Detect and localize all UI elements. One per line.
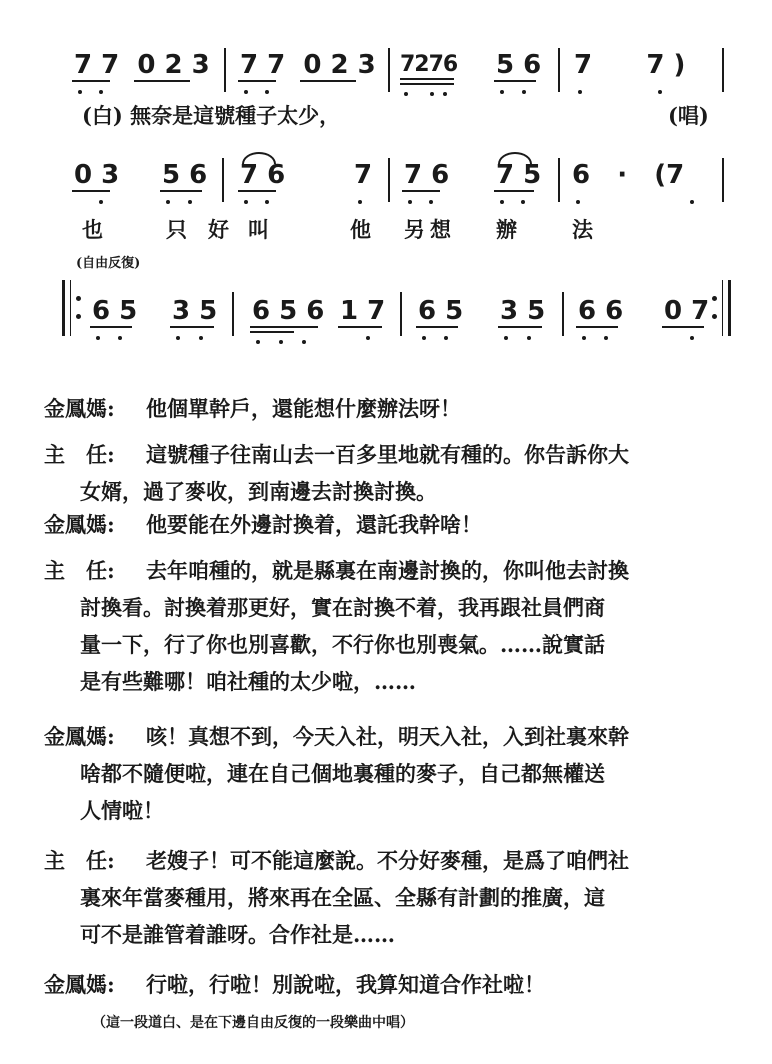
dialogue-entry bbox=[44, 390, 744, 427]
low-dot bbox=[99, 200, 103, 204]
beam bbox=[576, 326, 618, 328]
dialogue-entry bbox=[44, 966, 744, 1003]
note-group: 7 6 bbox=[240, 160, 286, 190]
note-group: 7 6 bbox=[404, 160, 450, 190]
barline bbox=[388, 48, 390, 92]
repeat-dot bbox=[712, 314, 717, 319]
speaker-name: 主 任: bbox=[44, 558, 115, 583]
low-dot bbox=[444, 336, 448, 340]
note-group: 6 5 bbox=[92, 296, 138, 326]
repeat-dot bbox=[712, 296, 717, 301]
lyric: 只 bbox=[166, 217, 187, 242]
low-dot bbox=[582, 336, 586, 340]
note-group: 6 6 bbox=[578, 296, 624, 326]
low-dot bbox=[522, 90, 526, 94]
dialogue-line: 量一下，行了你也別喜歡，不行你也別喪氣。……說實話 bbox=[80, 632, 605, 657]
lyric: 也 bbox=[82, 217, 103, 242]
lyric-spoken: (白) 無奈是這號種子太少， bbox=[82, 103, 341, 128]
low-dot bbox=[604, 336, 608, 340]
low-dot bbox=[302, 340, 306, 344]
beam bbox=[160, 190, 202, 192]
dialogue-line: 這號種子往南山去一百多里地就有種的。你告訴你大 bbox=[146, 442, 629, 467]
lyric-sung-marker: (唱) bbox=[668, 103, 709, 128]
repeat-dot bbox=[76, 296, 81, 301]
dialogue-line: 他個單幹戶，還能想什麼辦法呀！ bbox=[146, 396, 461, 421]
low-dot bbox=[500, 200, 504, 204]
beam bbox=[416, 326, 458, 328]
low-dot bbox=[422, 336, 426, 340]
beam bbox=[498, 326, 542, 328]
lyric: 好 bbox=[208, 217, 229, 242]
note-group: 7 bbox=[354, 160, 373, 190]
low-dot bbox=[244, 90, 248, 94]
barline bbox=[722, 48, 724, 92]
beam bbox=[338, 326, 382, 328]
low-dot bbox=[256, 340, 260, 344]
dialogue-entry bbox=[44, 552, 744, 700]
low-dot bbox=[690, 336, 694, 340]
note-group: 3 5 bbox=[500, 296, 546, 326]
low-dot bbox=[500, 90, 504, 94]
low-dot bbox=[429, 200, 433, 204]
note-group: 7 7 ) bbox=[574, 50, 686, 80]
beam bbox=[402, 190, 440, 192]
low-dot bbox=[265, 90, 269, 94]
barline bbox=[232, 292, 234, 336]
low-dot bbox=[658, 90, 662, 94]
barline bbox=[222, 158, 224, 202]
dialogue-line: 可不是誰管着誰呀。合作社是…… bbox=[80, 922, 395, 947]
repeat-barline-end-thin bbox=[722, 280, 723, 336]
dialogue-entry bbox=[44, 506, 744, 543]
footnote: （這一段道白、是在下邊自由反復的一段樂曲中唱） bbox=[92, 1015, 414, 1031]
note-group: 7276 bbox=[400, 52, 458, 77]
repeat-instruction: (自由反復) bbox=[76, 256, 141, 271]
dialogue-entry bbox=[44, 842, 744, 953]
low-dot bbox=[358, 200, 362, 204]
beam bbox=[400, 83, 454, 85]
note-group: 0 7 bbox=[664, 296, 710, 326]
low-dot bbox=[443, 92, 447, 96]
note-group: 7 5 bbox=[496, 160, 542, 190]
dialogue-entry bbox=[44, 718, 744, 829]
beam bbox=[400, 78, 454, 80]
dialogue-line: 討換看。討換着那更好，實在討換不着，我再跟社員們商 bbox=[80, 595, 605, 620]
dialogue-line: 裏來年當麥種用，將來再在全區、全縣有計劃的推廣，這 bbox=[80, 885, 605, 910]
beam bbox=[134, 80, 190, 82]
note-group: 1 7 bbox=[340, 296, 386, 326]
dialogue-line: 咳！真想不到，今天入社，明天入社，入到社裏來幹 bbox=[146, 724, 629, 749]
note-group: 7 7 0 2 3 bbox=[74, 50, 210, 80]
low-dot bbox=[430, 92, 434, 96]
speaker-name: 主 任: bbox=[44, 442, 115, 467]
beam bbox=[72, 190, 110, 192]
repeat-barline-end bbox=[728, 280, 731, 336]
low-dot bbox=[199, 336, 203, 340]
beam bbox=[250, 331, 294, 333]
note-group: 6 5 bbox=[418, 296, 464, 326]
repeat-dot bbox=[76, 314, 81, 319]
barline bbox=[558, 48, 560, 92]
low-dot bbox=[188, 200, 192, 204]
barline bbox=[558, 158, 560, 202]
dialogue-line: 女婿，過了麥收，到南邊去討換討換。 bbox=[80, 479, 437, 504]
low-dot bbox=[504, 336, 508, 340]
low-dot bbox=[578, 90, 582, 94]
note-group: 5 6 bbox=[496, 50, 542, 80]
lyric: 辦 bbox=[496, 217, 517, 242]
repeat-barline-start-thin bbox=[70, 280, 71, 336]
lyric: 他 bbox=[350, 217, 371, 242]
speaker-name: 金鳳媽: bbox=[44, 724, 115, 749]
low-dot bbox=[176, 336, 180, 340]
low-dot bbox=[366, 336, 370, 340]
low-dot bbox=[244, 200, 248, 204]
low-dot bbox=[521, 200, 525, 204]
low-dot bbox=[527, 336, 531, 340]
barline bbox=[224, 48, 226, 92]
beam bbox=[170, 326, 214, 328]
speaker-name: 主 任: bbox=[44, 848, 115, 873]
low-dot bbox=[265, 200, 269, 204]
lyric: 法 bbox=[572, 217, 593, 242]
note-group: 6 5 6 bbox=[252, 296, 325, 326]
beam bbox=[494, 190, 534, 192]
note-group: 7 7 0 2 3 bbox=[240, 50, 376, 80]
note-group: 5 6 bbox=[162, 160, 208, 190]
low-dot bbox=[118, 336, 122, 340]
beam bbox=[238, 190, 276, 192]
speaker-name: 金鳳媽: bbox=[44, 396, 115, 421]
repeat-barline-start bbox=[62, 280, 65, 336]
low-dot bbox=[408, 200, 412, 204]
barline bbox=[388, 158, 390, 202]
beam bbox=[662, 326, 704, 328]
dialogue-line: 啥都不隨便啦，連在自己個地裏種的麥子，自己都無權送 bbox=[80, 761, 605, 786]
low-dot bbox=[99, 90, 103, 94]
low-dot bbox=[279, 340, 283, 344]
barline bbox=[722, 158, 724, 202]
beam bbox=[250, 326, 318, 328]
note-group: 0 3 bbox=[74, 160, 120, 190]
dialogue-line: 人情啦！ bbox=[80, 798, 164, 823]
lyric: 叫 bbox=[248, 217, 269, 242]
dialogue-line: 行啦，行啦！別說啦，我算知道合作社啦！ bbox=[146, 972, 545, 997]
dialogue-line: 是有些難哪！咱社種的太少啦，…… bbox=[80, 669, 416, 694]
dialogue-entry bbox=[44, 436, 744, 510]
low-dot bbox=[690, 200, 694, 204]
note-group: 3 5 bbox=[172, 296, 218, 326]
lyric: 另 bbox=[404, 217, 425, 242]
note-group: 6 · (7 bbox=[572, 160, 685, 190]
low-dot bbox=[96, 336, 100, 340]
low-dot bbox=[78, 90, 82, 94]
beam bbox=[494, 80, 536, 82]
low-dot bbox=[404, 92, 408, 96]
low-dot bbox=[166, 200, 170, 204]
dialogue-line: 去年咱種的，就是縣裏在南邊討換的，你叫他去討換 bbox=[146, 558, 629, 583]
beam bbox=[300, 80, 356, 82]
dialogue-line: 老嫂子！可不能這麼說。不分好麥種，是爲了咱們社 bbox=[146, 848, 629, 873]
beam bbox=[238, 80, 276, 82]
low-dot bbox=[576, 200, 580, 204]
speaker-name: 金鳳媽: bbox=[44, 972, 115, 997]
barline bbox=[400, 292, 402, 336]
speaker-name: 金鳳媽: bbox=[44, 512, 115, 537]
dialogue-line: 他要能在外邊討換着，還託我幹啥！ bbox=[146, 512, 482, 537]
beam bbox=[90, 326, 132, 328]
lyric: 想 bbox=[430, 217, 451, 242]
barline bbox=[562, 292, 564, 336]
beam bbox=[72, 80, 110, 82]
